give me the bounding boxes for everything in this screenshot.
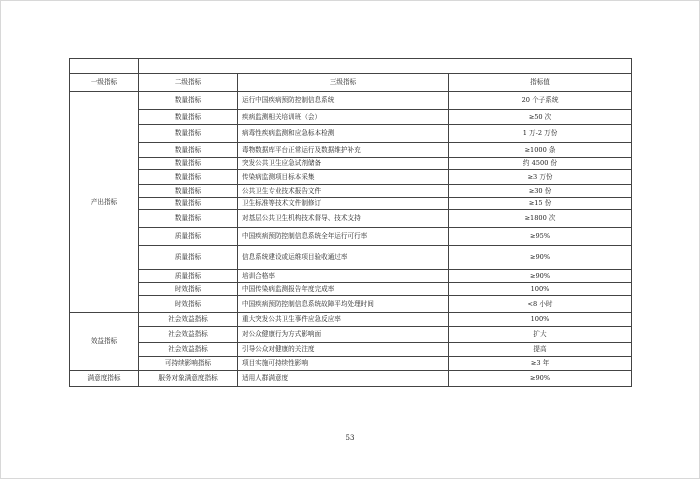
header-level3: 三级指标 <box>238 74 449 92</box>
level3-cell: 中国疾病预防控制信息系统故障平均处理时间 <box>238 296 449 313</box>
value-cell: ≥15 份 <box>449 198 632 210</box>
table-top-row <box>70 59 632 74</box>
table-header-row <box>70 74 632 92</box>
value-cell: 扩大 <box>449 327 632 343</box>
table-body <box>70 92 632 387</box>
level3-cell: 培训合格率 <box>238 270 449 283</box>
level2-cell: 服务对象满意度指标 <box>139 371 238 387</box>
table-row <box>70 143 632 158</box>
level3-cell: 毒物数据库平台正常运行及数据维护补充 <box>238 143 449 158</box>
level2-cell: 数量指标 <box>139 170 238 185</box>
level3-cell: 突发公共卫生应急试剂储备 <box>238 158 449 170</box>
table-row <box>70 283 632 296</box>
value-cell: 约 4500 份 <box>449 158 632 170</box>
top-merged-cell <box>139 59 632 74</box>
value-cell: ≥90% <box>449 246 632 270</box>
table-row <box>70 270 632 283</box>
header-level2: 二级指标 <box>139 74 238 92</box>
value-cell: ≥90% <box>449 371 632 387</box>
table-row <box>70 125 632 143</box>
table-row <box>70 313 632 327</box>
level2-cell: 数量指标 <box>139 198 238 210</box>
value-cell: 1 万-2 万份 <box>449 125 632 143</box>
level3-cell: 疾病监测相关培训班（会） <box>238 110 449 125</box>
table-row <box>70 210 632 228</box>
level2-cell: 数量指标 <box>139 158 238 170</box>
level2-cell: 社会效益指标 <box>139 327 238 343</box>
indicator-table <box>69 58 632 387</box>
value-cell: ≥1000 条 <box>449 143 632 158</box>
page-number: 53 <box>345 434 355 442</box>
table-row <box>70 327 632 343</box>
level3-cell: 中国疾病预防控制信息系统全年运行可行率 <box>238 228 449 246</box>
level2-cell: 数量指标 <box>139 92 238 110</box>
level2-cell: 时效指标 <box>139 283 238 296</box>
table-row <box>70 110 632 125</box>
table-row <box>70 170 632 185</box>
value-cell: 提高 <box>449 343 632 357</box>
value-cell: <8 小时 <box>449 296 632 313</box>
level3-cell: 重大突发公共卫生事件应急反应率 <box>238 313 449 327</box>
level3-cell: 引导公众对健康的关注度 <box>238 343 449 357</box>
level1-cell: 满意度指标 <box>70 371 139 387</box>
table-row <box>70 185 632 198</box>
level3-cell: 对基层公共卫生机构技术督导、技术支持 <box>238 210 449 228</box>
table-row <box>70 343 632 357</box>
level2-cell: 时效指标 <box>139 296 238 313</box>
level2-cell: 质量指标 <box>139 246 238 270</box>
level2-cell: 数量指标 <box>139 210 238 228</box>
level2-cell: 数量指标 <box>139 185 238 198</box>
value-cell: ≥90% <box>449 270 632 283</box>
header-level1: 一级指标 <box>70 74 139 92</box>
value-cell: ≥95% <box>449 228 632 246</box>
level2-cell: 数量指标 <box>139 110 238 125</box>
level2-cell: 质量指标 <box>139 228 238 246</box>
level2-cell: 数量指标 <box>139 125 238 143</box>
value-cell: ≥1800 次 <box>449 210 632 228</box>
table-row <box>70 296 632 313</box>
value-cell: 20 个子系统 <box>449 92 632 110</box>
level2-cell: 社会效益指标 <box>139 313 238 327</box>
level2-cell: 社会效益指标 <box>139 343 238 357</box>
table-row <box>70 371 632 387</box>
level3-cell: 适用人群满意度 <box>238 371 449 387</box>
table-row <box>70 357 632 371</box>
header-value: 指标值 <box>449 74 632 92</box>
level1-cell: 效益指标 <box>70 313 139 371</box>
value-cell: 100% <box>449 313 632 327</box>
level3-cell: 传染病监测项目标本采集 <box>238 170 449 185</box>
level3-cell: 项目实施可持续性影响 <box>238 357 449 371</box>
level3-cell: 卫生标准等技术文件制修订 <box>238 198 449 210</box>
table-row <box>70 228 632 246</box>
table-row <box>70 198 632 210</box>
top-left-cell <box>70 59 139 74</box>
level3-cell: 病毒性疾病监测和应急标本检测 <box>238 125 449 143</box>
level3-cell: 公共卫生专业技术报告文件 <box>238 185 449 198</box>
level3-cell: 对公众健康行为方式影响面 <box>238 327 449 343</box>
level3-cell: 信息系统建设或运维项目验收通过率 <box>238 246 449 270</box>
level1-cell: 产出指标 <box>70 92 139 313</box>
level2-cell: 质量指标 <box>139 270 238 283</box>
table-row <box>70 158 632 170</box>
value-cell: ≥3 年 <box>449 357 632 371</box>
value-cell: ≥30 份 <box>449 185 632 198</box>
value-cell: ≥50 次 <box>449 110 632 125</box>
level3-cell: 中国传染病监测报告年度完成率 <box>238 283 449 296</box>
level2-cell: 可持续影响指标 <box>139 357 238 371</box>
table-row <box>70 246 632 270</box>
value-cell: 100% <box>449 283 632 296</box>
table-row <box>70 92 632 110</box>
level3-cell: 运行中国疾病预防控制信息系统 <box>238 92 449 110</box>
level2-cell: 数量指标 <box>139 143 238 158</box>
value-cell: ≥3 万份 <box>449 170 632 185</box>
